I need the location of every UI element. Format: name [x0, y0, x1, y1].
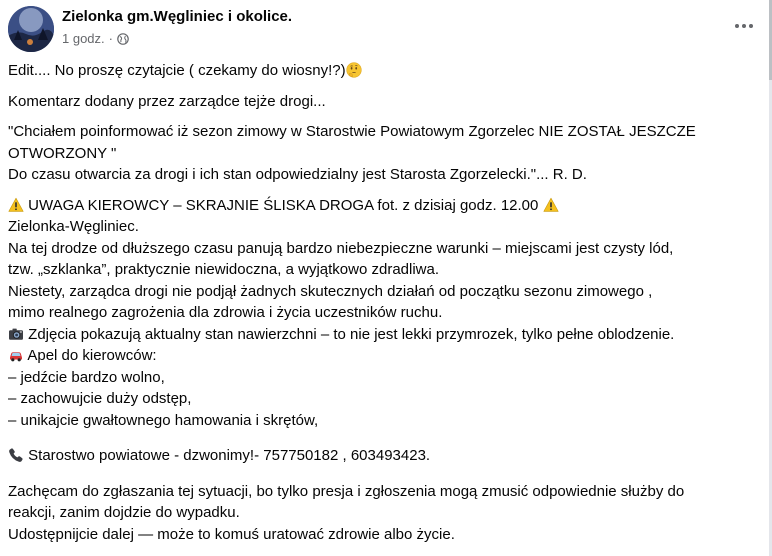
paragraph-phone: [8, 445, 764, 467]
phone-text: Starostwo powiatowe - dzwonimy!- 757750182 , 603493423.: [28, 447, 431, 464]
appeal-item-3: – unikajcie gwałtownego hamowania i skrętów,: [8, 411, 319, 429]
comment-intro-text: Komentarz dodany przez zarządce tejże drogi...: [8, 92, 326, 110]
group-avatar[interactable]: [8, 6, 54, 52]
more-options-icon[interactable]: [730, 12, 758, 40]
warning-line-6: mimo realnego zagrożenia dla zdrowia i życia uczestników ruchu.: [8, 304, 443, 321]
closing-line-2: reakcji, zanim dojdzie do wypadku.: [8, 504, 240, 521]
paragraph-warning: [8, 195, 764, 432]
post-body: [8, 60, 764, 554]
location-line: Zielonka-Węgliniec.: [8, 218, 139, 235]
appeal-item-2: – zachowujcie duży odstęp,: [8, 390, 192, 407]
paragraph-comment-intro: [8, 91, 764, 113]
appeal-line-text: Apel do kierowców:: [27, 347, 157, 364]
appeal-item-1: – jedźcie bardzo wolno,: [8, 368, 165, 386]
post-meta: [62, 31, 129, 46]
paragraph-quote: [8, 121, 764, 186]
quote-line-1: "Chciałem poinformować iż sezon zimowy w Starostwie Powiatowym Zgorzelec NIE ZOSTAŁ JESZCZE: [8, 123, 696, 140]
meta-separator: ·: [108, 31, 113, 46]
post-time[interactable]: 1 godz.: [62, 31, 105, 46]
closing-line-1: Zachęcam do zgłaszania tej sytuacji, bo tylko presja i zgłoszenia mogą zmusić odpowiednie służby do: [8, 482, 685, 500]
warning-line-3: Na tej drodze od dłuższego czasu panują bardzo niebezpieczne warunki – miejscami jest czysty lód,: [8, 239, 674, 257]
post-header: [8, 6, 764, 54]
warning-line-5: Niestety, zarządca drogi nie podjął żadnych skutecznych działań od początku sezonu zimowego ,: [8, 282, 653, 300]
globe-icon[interactable]: [117, 33, 129, 45]
warning-headline-text: UWAGA KIEROWCY – SKRAJNIE ŚLISKA DROGA fot. z dzisiaj godz. 12.00: [28, 196, 539, 214]
paragraph-edit: [8, 60, 764, 82]
paragraph-appeal-share: [8, 481, 764, 546]
quote-line-2: OTWORZONY ": [8, 144, 117, 162]
warning-headline: [8, 195, 764, 217]
warning-line-4: tzw. „szklanka”, praktycznie niewidoczna, a wyjątkowo zdradliwa.: [8, 261, 440, 278]
photos-line-text: Zdjęcia pokazują aktualny stan nawierzchni – to nie jest lekki przymrozek, tylko pełne oblodzenie.: [28, 325, 675, 343]
warning-icon: [8, 197, 24, 213]
closing-line-3: Udostępnijcie dalej — może to komuś uratować zdrowie albo życie.: [8, 525, 455, 543]
appeal-line: [8, 345, 764, 367]
car-icon: [8, 347, 24, 363]
group-name-link[interactable]: Zielonka gm.Węgliniec i okolice.: [62, 8, 293, 25]
camera-icon: [8, 326, 24, 342]
quote-line-3: Do czasu otwarcia za drogi i ich stan odpowiedzialny jest Starosta Zgorzelecki."... R. D.: [8, 166, 587, 183]
edit-text: Edit.... No proszę czytajcie ( czekamy do wiosny!?): [8, 62, 346, 79]
avatar-image-icon: [8, 6, 54, 52]
thinking-face-icon: [346, 62, 362, 78]
photos-line: [8, 324, 764, 346]
telephone-icon: [8, 447, 24, 463]
warning-icon: [543, 197, 559, 213]
